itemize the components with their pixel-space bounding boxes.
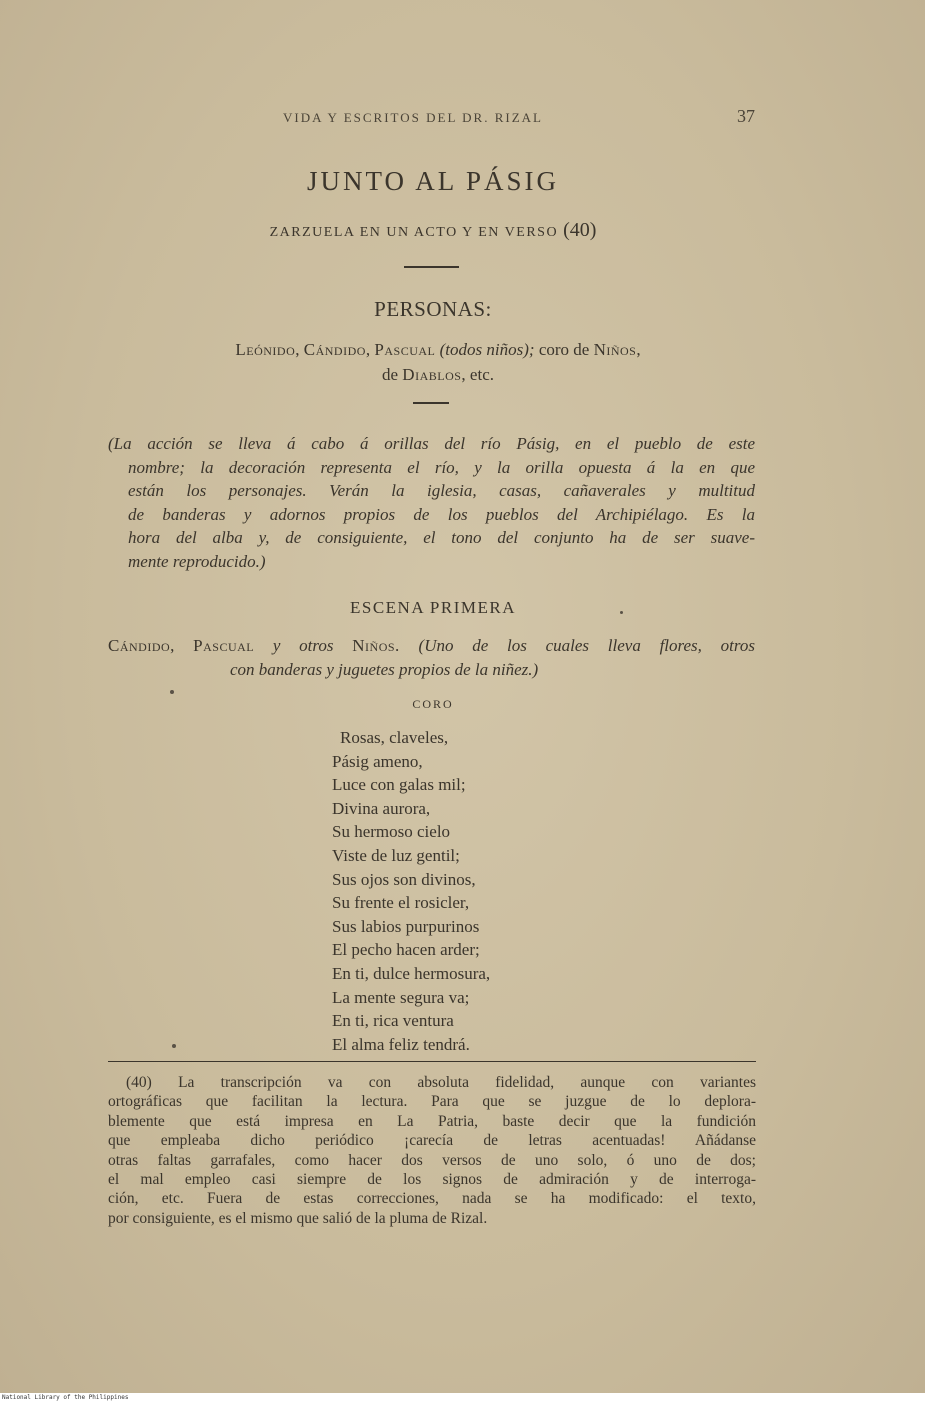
stage-line: (La acción se lleva á cabo á orillas del río Pásig, en el pueblo de este [108, 434, 755, 453]
verse-line: Rosas, claveles, [340, 728, 449, 747]
scene-heading: ESCENA PRIMERA [350, 598, 516, 617]
play-subtitle [0, 219, 866, 242]
title-divider [404, 266, 459, 268]
personas-note: (todos niños); [439, 340, 535, 359]
persona-leonido: Leónido [235, 340, 296, 359]
ink-speck [620, 611, 623, 614]
verse-line: En ti, dulce hermosura, [332, 963, 491, 983]
persona-candido: Cándido [303, 340, 366, 359]
verse-line: Sus ojos son divinos, [332, 869, 476, 889]
library-label: National Library of the Philippines [2, 1394, 129, 1401]
stage-line: nombre; la decoración representa el río, y la orilla opuesta á la en que [128, 457, 755, 477]
stage-direction [108, 432, 755, 574]
verse-line: Luce con galas mil; [332, 775, 466, 795]
ink-speck [172, 1044, 176, 1048]
footnote-rule [108, 1061, 756, 1062]
footnote-line: otras faltas garrafales, como hacer dos versos de uno solo, ó uno de dos; [108, 1151, 756, 1169]
verse-line: Su hermoso cielo [332, 822, 451, 842]
verse-line: Divina aurora, [332, 798, 431, 818]
de-word: de [382, 365, 399, 384]
footnote-line: que empleaba dicho periódico ¡carecía de letras acentuadas! Añádanse [108, 1132, 756, 1150]
footnote-line: por consiguiente, es el mismo que salió de la pluma de Rizal. [108, 1209, 488, 1227]
coro-de: coro de [538, 340, 590, 359]
footnote-40 [108, 1073, 756, 1228]
footnote-line: (40) La transcripción va con absoluta fidelidad, aunque con variantes [126, 1074, 756, 1091]
verse-line: El alma feliz tendrá. [332, 1034, 470, 1054]
coro-label: CORO [412, 697, 454, 711]
persona-ninos: Niños [593, 340, 637, 359]
persona-pascual: Pascual [374, 340, 436, 359]
scene-cast [108, 634, 755, 682]
ink-speck [170, 690, 174, 694]
stage-line: mente reproducido.) [128, 551, 266, 571]
verse-line: Viste de luz gentil; [332, 845, 460, 865]
verse-line: La mente segura va; [332, 987, 470, 1007]
play-title: JUNTO AL PÁSIG [306, 166, 560, 196]
personas-divider [413, 402, 449, 404]
verse-line: Su frente el rosicler, [332, 893, 470, 913]
stage-line: de banderas y adornos propios de los pueblos del Archipiélago. Es la [128, 504, 755, 524]
footnote-line: blemente que está impresa en La Patria, baste decir que la fundición [108, 1112, 756, 1130]
footnote-line: ortográficas que facilitan la lectura. Para que se juzgue de lo deplora- [108, 1093, 756, 1111]
personas-list: Leónido, Cándido, Pascual (todos niños); coro de Niños, de Diablos, etc. [235, 340, 641, 384]
footnote-reference: (40) [563, 219, 597, 241]
verse-line: En ti, rica ventura [332, 1011, 454, 1031]
stage-line: están los personajes. Verán la iglesia, casas, cañaverales y multitud [128, 481, 755, 501]
archive-footer-strip [0, 1393, 925, 1403]
scene-cast-line: con banderas y juguetes propios de la niñez.) [230, 660, 539, 679]
page-header [0, 108, 925, 130]
personas-heading: PERSONAS: [374, 297, 492, 321]
verse-line: Pásig ameno, [332, 751, 423, 771]
chorus-verses [332, 726, 632, 1056]
verse-line: El pecho hacen arder; [332, 940, 480, 960]
stage-line: hora del alba y, de consiguiente, el tono del conjunto ha de ser suave- [128, 528, 755, 548]
running-head: VIDA Y ESCRITOS DEL DR. RIZAL [283, 110, 543, 125]
persona-diablos: Diablos [402, 365, 462, 384]
verse-line: Sus labios purpurinos [332, 916, 480, 936]
page-number: 37 [737, 106, 755, 126]
footnote-line: el mal empleo casi siempre de los signos de admiración y de interroga- [108, 1171, 756, 1189]
etc: , etc. [461, 365, 494, 384]
footnote-line: ción, etc. Fuera de estas correcciones, nada se ha modificado: el texto, [108, 1190, 756, 1208]
subtitle-text: ZARZUELA EN UN ACTO Y EN VERSO [269, 225, 559, 240]
scene-cast-line: Cándido, Pascual y otros Niños. (Uno de los cuales lleva flores, otros [108, 636, 755, 655]
